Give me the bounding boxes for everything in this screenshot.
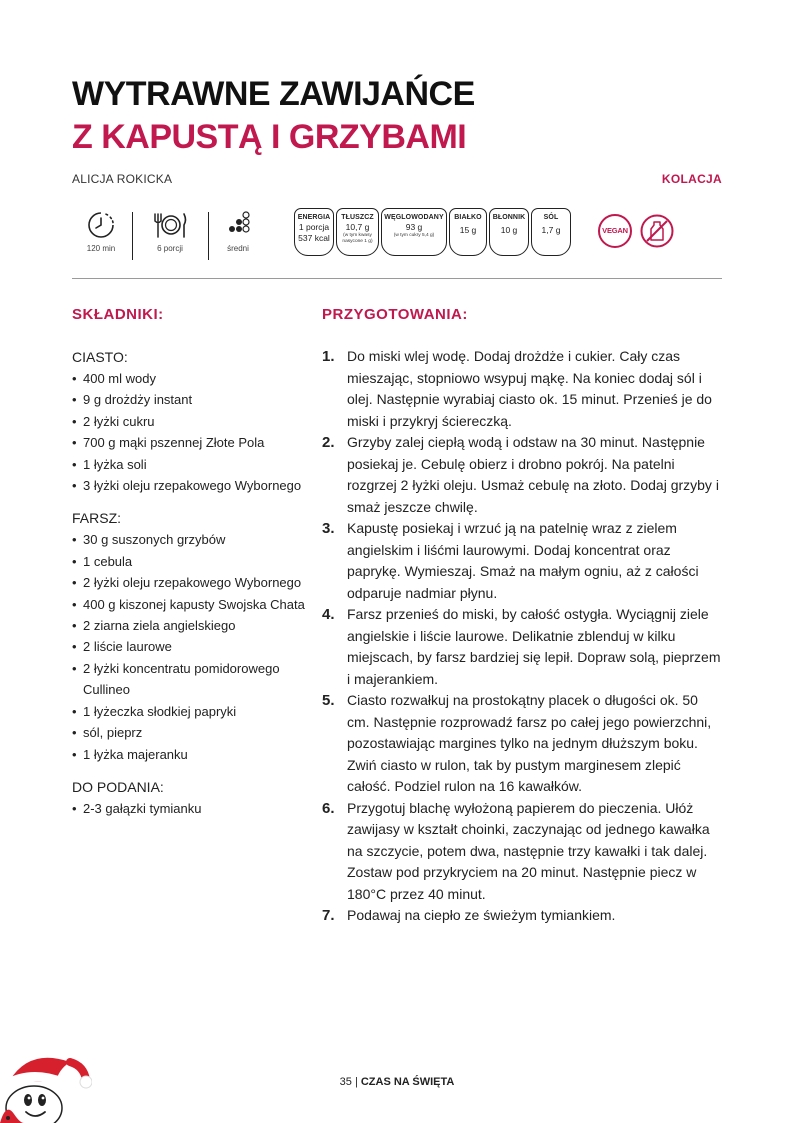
ingredient-item: • 1 cebula: [72, 551, 312, 572]
step-item: [322, 432, 722, 518]
difficulty-info: [218, 210, 258, 253]
ingredient-item: • 700 g mąki pszennej Złote Pola: [72, 432, 312, 453]
servings-label: 6 porcji: [157, 244, 183, 253]
ingredient-item: • 400 g kiszonej kapusty Swojska Chata: [72, 594, 312, 615]
step-number: 5.: [322, 692, 335, 709]
nutrition-label: TŁUSZCZ: [341, 214, 374, 221]
step-number: 3.: [322, 520, 335, 537]
difficulty-label: średni: [227, 244, 249, 253]
step-text: Ciasto rozwałkuj na prostokątny placek o długości ok. 50 cm. Następnie rozprowadź farsz po całej jego powierzchni, pozostawiając margines tylko na jednym dłuższym boku. Zwiń ciasto w rulon, tak by pustym marginesem zlepić całość. Podziel rulon na 16 kawałków.: [347, 692, 712, 794]
ingredient-item: • 1 łyżka soli: [72, 454, 312, 475]
step-item: [322, 690, 722, 798]
author-name: ALICJA ROKICKA: [72, 172, 173, 186]
step-text: Przygotuj blachę wyłożoną papierem do pieczenia. Ułóż zawijasy w kształt choinki, zaczynając od jednego kawałka na szczycie, potem dwa, następnie trzy kawałki i tak dalej. Zostaw pod przykryciem na 20 minut. Następnie piecz w 180°C przez 40 minut.: [347, 799, 710, 902]
ingredient-item: • 1 łyżka majeranku: [72, 744, 312, 765]
step-number: 6.: [322, 799, 335, 817]
nutrition-value: 15 g: [459, 225, 477, 235]
ingredient-group-title: FARSZ:: [72, 510, 122, 527]
nutrition-note: (w tym cukry 5,4 g): [393, 233, 435, 238]
step-number: 4.: [322, 606, 335, 623]
divider: [72, 278, 722, 279]
difficulty-dots-icon: [223, 210, 253, 240]
plate-cutlery-icon: [150, 210, 190, 240]
ingredient-item: • sól, pieprz: [72, 722, 312, 743]
step-number: 2.: [322, 434, 335, 451]
step-text: Kapustę posiekaj i wrzuć ją na patelnię wraz z zielem angielskim i liśćmi laurowymi. Dodaj koncentrat oraz paprykę. Wymieszaj. Smaż na małym ogniu, aż z całości odparuje nadmiar płynu.: [347, 520, 699, 601]
ingredient-item: • 1 łyżeczka słodkiej papryki: [72, 701, 312, 722]
recipe-title-line-1: WYTRAWNE ZAWIJAŃCE: [72, 75, 475, 113]
ingredient-group-serving: [72, 776, 312, 819]
ingredient-list: [72, 798, 312, 819]
step-text: Do miski wlej wodę. Dodaj drożdże i cukier. Cały czas mieszając, stopniowo wsypuj mąkę. Na koniec dodaj sól i olej. Następnie wyrabiaj ciasto ok. 15 minut. Przenieś je do miski i przykryj ściereczką.: [347, 348, 712, 429]
nutrition-fat: [336, 208, 379, 256]
ingredient-group-title: DO PODANIA:: [72, 778, 164, 795]
nutrition-fiber: [489, 208, 529, 256]
nutrition-note: (w tym kwasy nasycone 1 g): [342, 233, 373, 244]
nutrition-carbs: [381, 208, 447, 256]
recipe-info-bar: [72, 204, 722, 274]
ingredient-item: • 400 ml wody: [72, 368, 312, 389]
clock-icon: [86, 210, 116, 240]
nutrition-value: 10,7 g: [345, 222, 370, 232]
nutrition-value: 93 g: [405, 222, 423, 232]
ingredients-heading: SKŁADNIKI:: [72, 306, 164, 323]
step-item: [322, 798, 722, 906]
step-item: [322, 604, 722, 690]
ingredient-group-dough: [72, 346, 312, 496]
preparation-heading: PRZYGOTOWANIA:: [322, 306, 468, 323]
ingredient-item: • 9 g drożdży instant: [72, 389, 312, 410]
step-text: Podawaj na ciepło ze świeżym tymiankiem.: [347, 907, 616, 923]
nutrition-energy: [294, 208, 334, 256]
nutrition-label: BIAŁKO: [454, 214, 482, 221]
step-item: [322, 346, 722, 432]
step-number: 1.: [322, 348, 335, 365]
nutrition-value: 1,7 g: [541, 225, 561, 235]
preparation-steps: [322, 346, 722, 927]
nutrition-label: WĘGLOWODANY: [384, 214, 444, 221]
step-text: Farsz przenieś do miski, by całość ostygła. Wyciągnij ziele angielskie i liście laurowe. Delikatnie zblenduj w kilku miejscach, by farsz bardziej się lepił. Dopraw solą, pieprzem i majerankiem.: [347, 606, 721, 687]
preparation-section: [322, 346, 722, 927]
page-number: 35: [339, 1076, 352, 1088]
page-footer: [0, 1076, 794, 1088]
time-label: 120 min: [86, 244, 116, 253]
ingredient-item: • 2 łyżki koncentratu pomidorowego Cullineo: [72, 658, 312, 701]
vegan-badge: VEGAN: [598, 214, 632, 248]
nutrition-value: 10 g: [500, 225, 518, 235]
publication-title: CZAS NA ŚWIĘTA: [360, 1076, 455, 1088]
no-lactose-icon: [640, 214, 674, 248]
ingredient-group-filling: [72, 507, 312, 764]
divider: [132, 212, 133, 260]
footer-separator: |: [354, 1076, 358, 1088]
ingredient-item: • 2-3 gałązki tymianku: [72, 798, 312, 819]
ingredient-group-title: CIASTO:: [72, 349, 128, 365]
nutrition-label: ENERGIA: [297, 214, 331, 221]
step-text: Grzyby zalej ciepłą wodą i odstaw na 30 minut. Następnie posiekaj je. Cebulę obierz i drobno pokrój. Na patelni rozgrzej 2 łyżki oleju. Usmaż cebulę na złoto. Dodaj grzyby i smaż jeszcze chwilę.: [347, 434, 719, 515]
step-item: [322, 905, 722, 927]
ingredient-item: • 30 g suszonych grzybów: [72, 529, 312, 550]
ingredient-item: • 2 liście laurowe: [72, 636, 312, 657]
step-item: [322, 518, 722, 604]
nutrition-label: BŁONNIK: [492, 214, 526, 221]
nutrition-label: SÓL: [543, 214, 559, 221]
ingredient-list: [72, 529, 312, 764]
ingredients-section: [72, 346, 312, 830]
divider: [208, 212, 209, 260]
category-label: KOLACJA: [661, 172, 722, 186]
ingredient-item: • 3 łyżki oleju rzepakowego Wybornego: [72, 475, 312, 496]
recipe-title-line-2: Z KAPUSTĄ I GRZYBAMI: [72, 118, 467, 156]
nutrition-salt: [531, 208, 571, 256]
ingredient-list: [72, 368, 312, 496]
nutrition-protein: [449, 208, 487, 256]
time-info: [76, 210, 126, 253]
step-number: 7.: [322, 907, 335, 924]
ingredient-item: • 2 łyżki cukru: [72, 411, 312, 432]
ingredient-item: • 2 łyżki oleju rzepakowego Wybornego: [72, 572, 312, 593]
servings-info: [142, 210, 198, 253]
nutrition-value: 1 porcja 537 kcal: [298, 222, 330, 243]
ingredient-item: • 2 ziarna ziela angielskiego: [72, 615, 312, 636]
